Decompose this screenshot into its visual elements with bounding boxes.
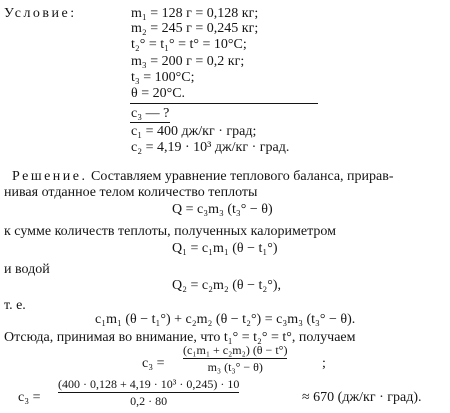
formula-denominator: m₃ (t₃° − θ) <box>207 360 263 374</box>
formula-fraction-bar <box>183 358 287 359</box>
equation-q2: Q₂ = c₂m₂ (θ − t₂°), <box>172 278 282 293</box>
given-line-6: θ = 20°С. <box>131 86 186 101</box>
calc-fraction <box>58 377 239 408</box>
given-line-3: t₂° = t₁° = t° = 10°С; <box>131 37 247 52</box>
condition-heading: Условие: <box>4 6 77 21</box>
solution-text-2: к сумме количеств теплоты, полученных калориметром <box>4 224 336 239</box>
unknown-line: c₃ — ? <box>131 106 170 121</box>
solution-intro-2: нивая отданное телом количество теплоты <box>4 185 258 200</box>
calc-fraction-bar <box>58 392 239 393</box>
formula-fraction <box>183 343 287 374</box>
calc-denominator: 0,2 · 80 <box>130 394 168 408</box>
equation-q: Q = c₃m₃ (t₃° − θ) <box>172 202 273 217</box>
given-divider <box>130 103 318 104</box>
given-line-8: c₂ = 4,19 · 10³ дж/кг · град. <box>131 140 290 155</box>
solution-text-4: т. е. <box>4 298 26 313</box>
given-line-1: m₁ = 128 г = 0,128 кг; <box>131 6 259 21</box>
calc-lhs: c₃ = <box>18 390 41 405</box>
calc-result: ≈ 670 (дж/кг · град). <box>302 390 422 405</box>
given-line-5: t₃ = 100°С; <box>131 70 195 85</box>
given-line-4: m₃ = 200 г = 0,2 кг; <box>131 54 245 69</box>
unknown-underline <box>130 122 170 123</box>
given-line-2: m₂ = 245 г = 0,245 кг; <box>131 21 259 36</box>
solution-intro: Составляем уравнение теплового баланса, прирав- <box>91 169 394 184</box>
given-line-7: c₁ = 400 дж/кг · град; <box>131 124 257 139</box>
solution-heading: Решение. <box>12 169 88 184</box>
calc-numerator: (400 · 0,128 + 4,19 · 10³ · 0,245) · 10 <box>58 377 240 391</box>
equation-q1: Q₁ = c₁m₁ (θ − t₁°) <box>172 241 278 256</box>
solution-text-3: и водой <box>4 262 50 277</box>
equation-balance: c₁m₁ (θ − t₁°) + c₂m₂ (θ − t₂°) = c₃m₃ (t₃° − θ). <box>95 312 356 327</box>
formula-tail: ; <box>322 356 326 371</box>
formula-lhs: c₃ = <box>142 356 165 371</box>
formula-numerator: (c₁m₁ + c₂m₂) (θ − t°) <box>183 343 288 357</box>
solution-text-5: Отсюда, принимая во внимание, что t₁° = t₂° = t°, получаем <box>4 330 356 345</box>
